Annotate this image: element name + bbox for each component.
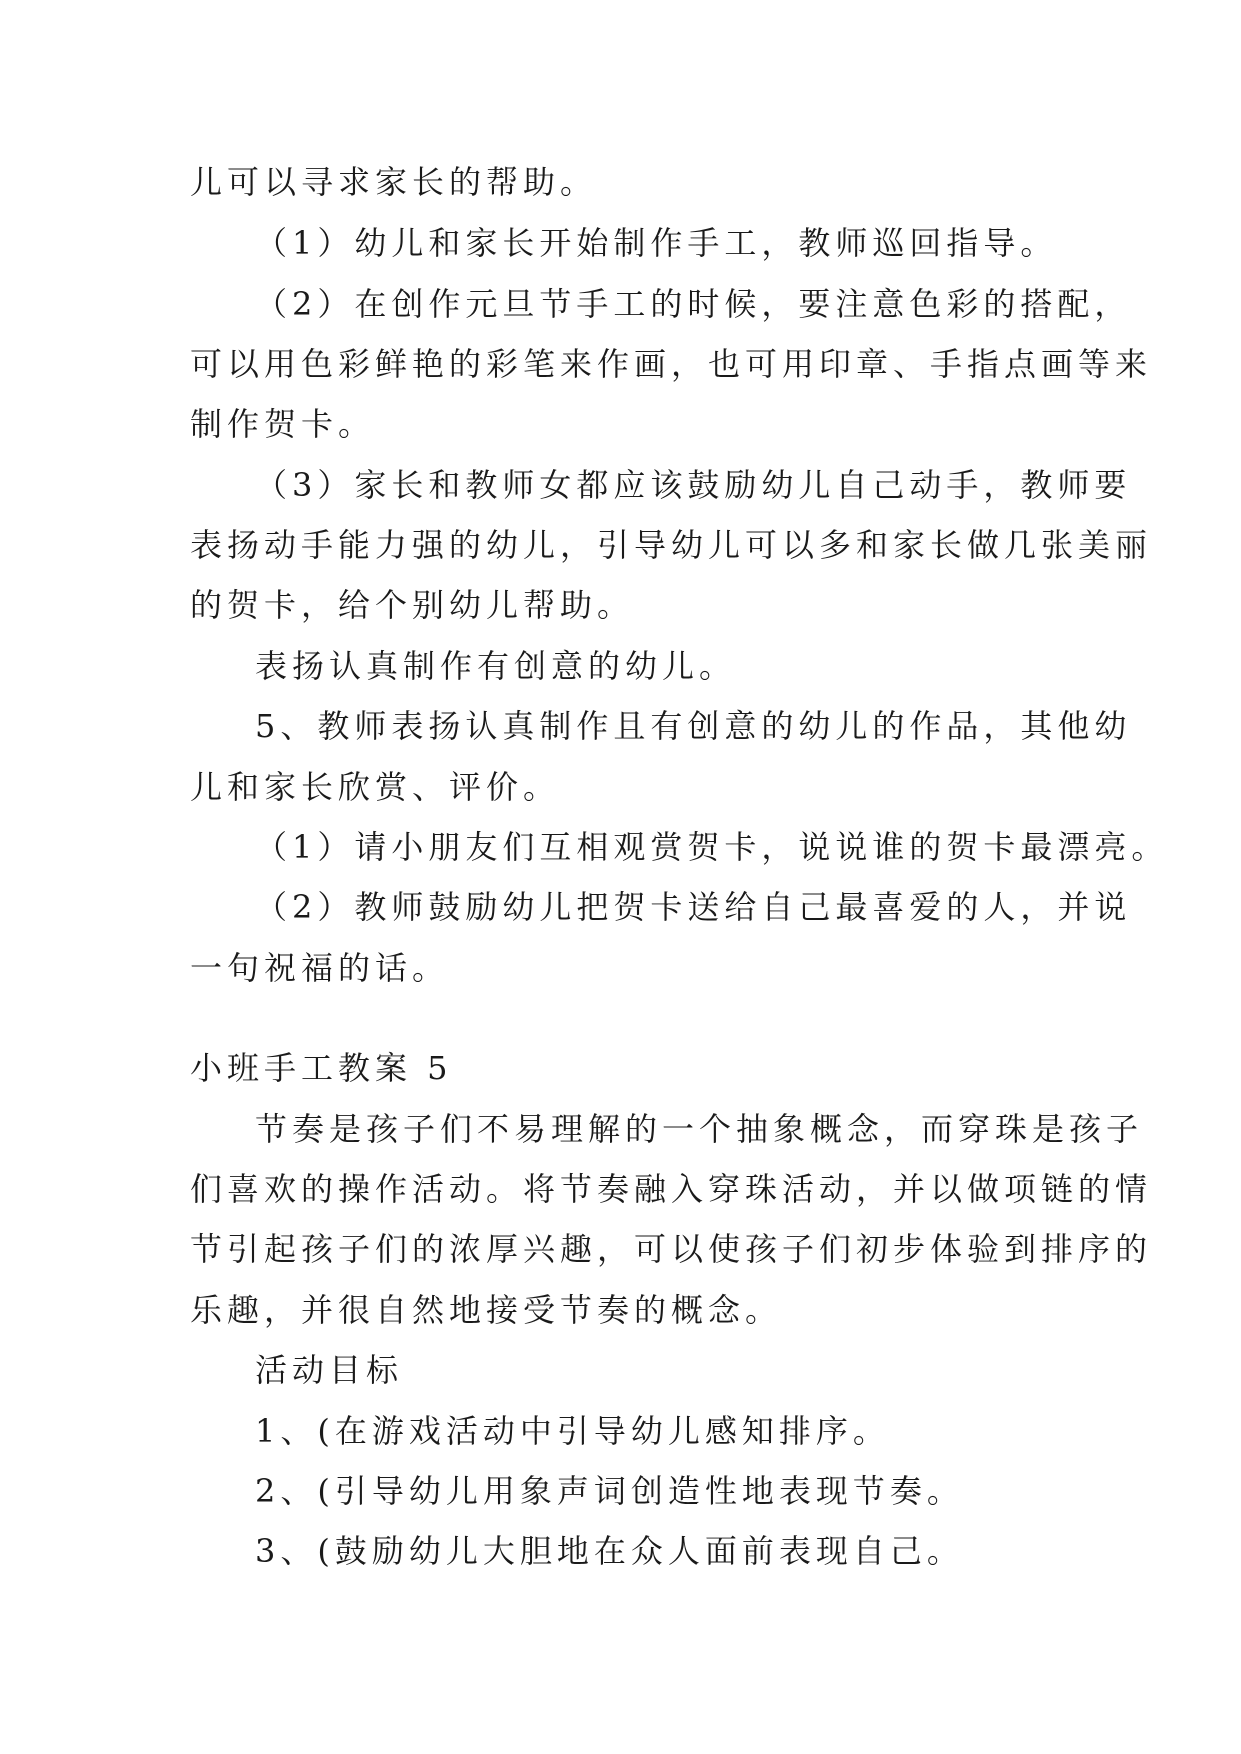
list-item: 3、(鼓励幼儿大胆地在众人面前表现自己。 <box>255 1532 964 1570</box>
text-line: 儿和家长欣赏、评价。 <box>190 768 561 806</box>
text-line: 的贺卡，给个别幼儿帮助。 <box>190 586 635 624</box>
text-line: 制作贺卡。 <box>190 405 376 443</box>
list-item: 1、(在游戏活动中引导幼儿感知排序。 <box>255 1412 890 1450</box>
text-line: 儿可以寻求家长的帮助。 <box>190 163 598 201</box>
text-line: 表扬动手能力强的幼儿，引导幼儿可以多和家长做几张美丽 <box>190 526 1153 564</box>
text-line: 可以用色彩鲜艳的彩笔来作画，也可用印章、手指点画等来 <box>190 345 1153 383</box>
text-line: （2）教师鼓励幼儿把贺卡送给自己最喜爱的人，并说 <box>255 888 1132 926</box>
text-line: （3）家长和教师女都应该鼓励幼儿自己动手，教师要 <box>255 466 1132 504</box>
text-line: 节引起孩子们的浓厚兴趣，可以使孩子们初步体验到排序的 <box>190 1230 1153 1268</box>
text-line: 乐趣，并很自然地接受节奏的概念。 <box>190 1291 783 1329</box>
text-line: （2）在创作元旦节手工的时候，要注意色彩的搭配， <box>255 285 1132 323</box>
text-line: 节奏是孩子们不易理解的一个抽象概念，而穿珠是孩子 <box>255 1110 1144 1148</box>
text-line: （1）幼儿和家长开始制作手工，教师巡回指导。 <box>255 224 1058 262</box>
section-heading: 小班手工教案 5 <box>190 1049 453 1087</box>
subheading: 活动目标 <box>255 1351 404 1389</box>
list-item: 2、(引导幼儿用象声词创造性地表现节奏。 <box>255 1472 964 1510</box>
text-line: 一句祝福的话。 <box>190 949 450 987</box>
text-line: 表扬认真制作有创意的幼儿。 <box>255 647 737 685</box>
text-line: 们喜欢的操作活动。将节奏融入穿珠活动，并以做项链的情 <box>190 1170 1153 1208</box>
text-line: 5、教师表扬认真制作且有创意的幼儿的作品，其他幼 <box>255 707 1132 745</box>
text-line: （1）请小朋友们互相观赏贺卡，说说谁的贺卡最漂亮。 <box>255 828 1169 866</box>
